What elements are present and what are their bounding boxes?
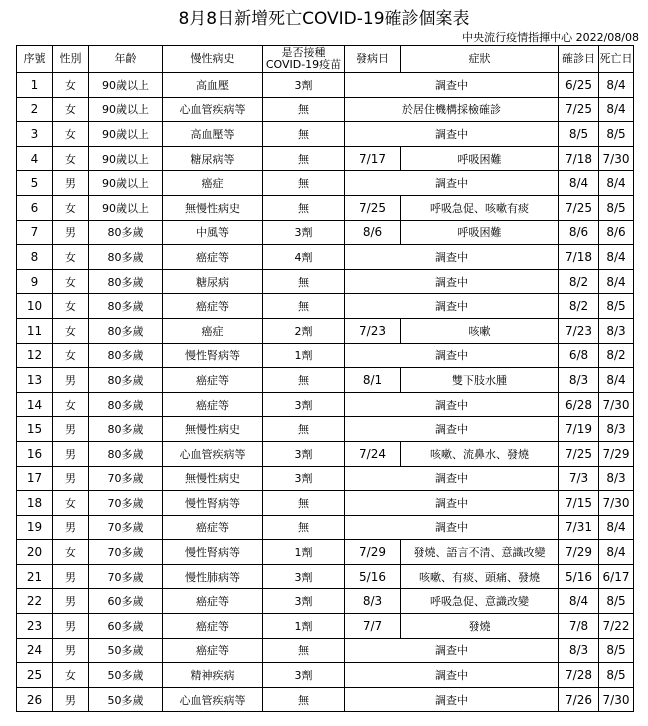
cell-death: 8/5 (599, 663, 634, 688)
table-row (17, 564, 634, 589)
cell-death: 7/29 (599, 441, 634, 466)
cell-symptom: 調查中 (345, 392, 559, 417)
cell-death: 8/4 (599, 73, 634, 98)
cell-death: 8/3 (599, 466, 634, 491)
cell-no: 19 (17, 515, 53, 540)
cell-chronic: 無慢性病史 (163, 195, 263, 220)
cell-age: 90歲以上 (89, 73, 163, 98)
cell-death: 8/4 (599, 368, 634, 393)
cell-confirm: 7/8 (559, 614, 599, 639)
cell-age: 70多歲 (89, 466, 163, 491)
table-row (17, 417, 634, 442)
cell-age: 50多歲 (89, 663, 163, 688)
cell-chronic: 心血管疾病等 (163, 441, 263, 466)
cell-age: 90歲以上 (89, 195, 163, 220)
cell-symptom: 雙下肢水腫 (401, 368, 559, 393)
table-row (17, 97, 634, 122)
cell-onset: 7/23 (345, 318, 401, 343)
cell-vaccine: 3劑 (263, 73, 345, 98)
cell-symptom: 咳嗽、有痰、頭痛、發燒 (401, 564, 559, 589)
cell-chronic: 癌症等 (163, 368, 263, 393)
cell-sex: 女 (53, 195, 89, 220)
cell-confirm: 8/2 (559, 294, 599, 319)
cell-symptom: 調查中 (345, 687, 559, 712)
cell-vaccine: 無 (263, 146, 345, 171)
covid-death-cases-table (16, 45, 634, 712)
cell-death: 8/3 (599, 318, 634, 343)
table-row (17, 343, 634, 368)
cell-vaccine: 3劑 (263, 663, 345, 688)
cell-age: 80多歲 (89, 368, 163, 393)
cell-death: 8/5 (599, 589, 634, 614)
cell-vaccine: 無 (263, 171, 345, 196)
source-date: 中央流行疫情指揮中心 2022/08/08 (462, 31, 639, 44)
cell-symptom: 發燒 (401, 614, 559, 639)
cell-symptom: 調查中 (345, 663, 559, 688)
cell-chronic: 癌症等 (163, 638, 263, 663)
cell-chronic: 癌症等 (163, 589, 263, 614)
cell-vaccine: 無 (263, 687, 345, 712)
cell-age: 80多歲 (89, 269, 163, 294)
table-row (17, 638, 634, 663)
cell-confirm: 8/4 (559, 589, 599, 614)
cell-age: 80多歲 (89, 417, 163, 442)
cell-symptom: 調查中 (345, 294, 559, 319)
cell-chronic: 心血管疾病等 (163, 687, 263, 712)
cell-sex: 男 (53, 417, 89, 442)
table-row (17, 663, 634, 688)
cell-no: 14 (17, 392, 53, 417)
table-row (17, 515, 634, 540)
cell-age: 90歲以上 (89, 171, 163, 196)
cell-vaccine: 無 (263, 195, 345, 220)
table-row (17, 441, 634, 466)
table-row (17, 220, 634, 245)
cell-age: 80多歲 (89, 441, 163, 466)
cell-onset: 8/3 (345, 589, 401, 614)
cell-confirm: 8/6 (559, 220, 599, 245)
cell-age: 80多歲 (89, 220, 163, 245)
cell-age: 80多歲 (89, 245, 163, 270)
cell-sex: 女 (53, 122, 89, 147)
cell-sex: 女 (53, 540, 89, 565)
cell-vaccine: 無 (263, 97, 345, 122)
cell-confirm: 7/25 (559, 441, 599, 466)
table-row (17, 687, 634, 712)
header-sex: 性別 (53, 46, 89, 73)
cell-age: 80多歲 (89, 318, 163, 343)
header-symptom: 症狀 (401, 46, 559, 73)
cell-sex: 女 (53, 491, 89, 516)
cell-chronic: 癌症等 (163, 614, 263, 639)
header-chronic: 慢性病史 (163, 46, 263, 73)
cell-no: 18 (17, 491, 53, 516)
cell-vaccine: 無 (263, 515, 345, 540)
cell-sex: 女 (53, 73, 89, 98)
cell-chronic: 糖尿病 (163, 269, 263, 294)
header-no: 序號 (17, 46, 53, 73)
cell-confirm: 6/28 (559, 392, 599, 417)
cell-symptom: 呼吸急促、咳嗽有痰 (401, 195, 559, 220)
cell-vaccine: 無 (263, 122, 345, 147)
cell-vaccine: 3劑 (263, 564, 345, 589)
table-row (17, 466, 634, 491)
cell-age: 60多歲 (89, 614, 163, 639)
cell-symptom: 調查中 (345, 73, 559, 98)
cell-sex: 男 (53, 638, 89, 663)
cell-sex: 女 (53, 97, 89, 122)
cell-age: 90歲以上 (89, 122, 163, 147)
table-row (17, 245, 634, 270)
cell-confirm: 7/25 (559, 195, 599, 220)
cell-symptom: 呼吸急促、意識改變 (401, 589, 559, 614)
cell-chronic: 癌症等 (163, 392, 263, 417)
cell-vaccine: 3劑 (263, 589, 345, 614)
cell-death: 8/4 (599, 245, 634, 270)
cell-chronic: 慢性腎病等 (163, 540, 263, 565)
cell-symptom: 調查中 (345, 491, 559, 516)
table-row (17, 368, 634, 393)
table-row (17, 146, 634, 171)
cell-confirm: 7/3 (559, 466, 599, 491)
cell-death: 8/6 (599, 220, 634, 245)
cell-age: 80多歲 (89, 343, 163, 368)
cell-death: 7/22 (599, 614, 634, 639)
cell-confirm: 5/16 (559, 564, 599, 589)
table-row (17, 195, 634, 220)
cell-confirm: 7/26 (559, 687, 599, 712)
cell-confirm: 8/4 (559, 171, 599, 196)
cell-age: 70多歲 (89, 515, 163, 540)
cell-death: 7/30 (599, 687, 634, 712)
cell-sex: 男 (53, 687, 89, 712)
cell-onset: 7/17 (345, 146, 401, 171)
cell-chronic: 糖尿病等 (163, 146, 263, 171)
cell-onset: 8/6 (345, 220, 401, 245)
cell-no: 5 (17, 171, 53, 196)
cell-no: 16 (17, 441, 53, 466)
table-row (17, 318, 634, 343)
cell-vaccine: 無 (263, 417, 345, 442)
cell-vaccine: 3劑 (263, 466, 345, 491)
cell-symptom: 調查中 (345, 466, 559, 491)
table-row (17, 589, 634, 614)
cell-no: 25 (17, 663, 53, 688)
cell-vaccine: 4劑 (263, 245, 345, 270)
cell-sex: 女 (53, 318, 89, 343)
cell-confirm: 8/2 (559, 269, 599, 294)
cell-age: 70多歲 (89, 540, 163, 565)
cell-vaccine: 2劑 (263, 318, 345, 343)
cell-confirm: 7/23 (559, 318, 599, 343)
cell-death: 8/4 (599, 97, 634, 122)
cell-sex: 女 (53, 663, 89, 688)
cell-no: 1 (17, 73, 53, 98)
cell-symptom: 調查中 (345, 269, 559, 294)
cell-sex: 女 (53, 392, 89, 417)
cell-chronic: 癌症等 (163, 294, 263, 319)
table-row (17, 392, 634, 417)
cell-confirm: 7/28 (559, 663, 599, 688)
cell-vaccine: 3劑 (263, 220, 345, 245)
cell-no: 26 (17, 687, 53, 712)
cell-no: 3 (17, 122, 53, 147)
cell-vaccine: 1劑 (263, 343, 345, 368)
cell-chronic: 慢性腎病等 (163, 343, 263, 368)
cell-death: 8/5 (599, 195, 634, 220)
cell-vaccine: 無 (263, 269, 345, 294)
cell-sex: 男 (53, 441, 89, 466)
cell-no: 15 (17, 417, 53, 442)
cell-symptom: 調查中 (345, 343, 559, 368)
cell-symptom: 咳嗽 (401, 318, 559, 343)
cell-chronic: 無慢性病史 (163, 466, 263, 491)
cell-sex: 女 (53, 343, 89, 368)
cell-age: 90歲以上 (89, 97, 163, 122)
cell-no: 10 (17, 294, 53, 319)
cell-confirm: 8/3 (559, 368, 599, 393)
cell-no: 2 (17, 97, 53, 122)
cell-symptom: 調查中 (345, 417, 559, 442)
cell-onset: 5/16 (345, 564, 401, 589)
cell-no: 9 (17, 269, 53, 294)
cell-chronic: 癌症 (163, 171, 263, 196)
cell-age: 70多歲 (89, 564, 163, 589)
cell-symptom: 調查中 (345, 245, 559, 270)
table-row (17, 294, 634, 319)
cell-sex: 男 (53, 515, 89, 540)
cell-symptom: 調查中 (345, 515, 559, 540)
cell-chronic: 中風等 (163, 220, 263, 245)
cell-death: 8/5 (599, 122, 634, 147)
cell-sex: 男 (53, 564, 89, 589)
cell-no: 7 (17, 220, 53, 245)
cell-no: 4 (17, 146, 53, 171)
table-header-row (17, 46, 634, 73)
cell-vaccine: 3劑 (263, 392, 345, 417)
cell-confirm: 7/18 (559, 146, 599, 171)
cell-vaccine: 無 (263, 491, 345, 516)
cell-symptom: 調查中 (345, 638, 559, 663)
cell-chronic: 高血壓 (163, 73, 263, 98)
header-confirm: 確診日 (559, 46, 599, 73)
cell-death: 8/4 (599, 515, 634, 540)
cell-age: 80多歲 (89, 294, 163, 319)
cell-death: 8/4 (599, 269, 634, 294)
header-vaccine-line2: COVID-19疫苗 (265, 58, 342, 71)
table-row (17, 269, 634, 294)
cell-sex: 男 (53, 614, 89, 639)
cell-vaccine: 1劑 (263, 540, 345, 565)
cell-onset: 7/25 (345, 195, 401, 220)
cell-symptom: 咳嗽、流鼻水、發燒 (401, 441, 559, 466)
cell-onset: 7/29 (345, 540, 401, 565)
header-death: 死亡日 (599, 46, 634, 73)
cell-no: 24 (17, 638, 53, 663)
cell-confirm: 8/3 (559, 638, 599, 663)
cell-death: 8/5 (599, 638, 634, 663)
cell-age: 80多歲 (89, 392, 163, 417)
cell-death: 8/2 (599, 343, 634, 368)
cell-chronic: 慢性肺病等 (163, 564, 263, 589)
header-vaccine (263, 46, 345, 73)
cell-chronic: 高血壓等 (163, 122, 263, 147)
cell-age: 60多歲 (89, 589, 163, 614)
cell-no: 17 (17, 466, 53, 491)
cell-vaccine: 1劑 (263, 614, 345, 639)
cell-confirm: 6/8 (559, 343, 599, 368)
cell-age: 70多歲 (89, 491, 163, 516)
header-onset: 發病日 (345, 46, 401, 73)
cell-sex: 女 (53, 294, 89, 319)
cell-chronic: 精神疾病 (163, 663, 263, 688)
cell-confirm: 7/25 (559, 97, 599, 122)
cell-vaccine: 無 (263, 294, 345, 319)
cell-chronic: 無慢性病史 (163, 417, 263, 442)
cell-confirm: 7/19 (559, 417, 599, 442)
table-row (17, 491, 634, 516)
cell-chronic: 癌症等 (163, 245, 263, 270)
header-vaccine-line1: 是否接種 (281, 46, 326, 59)
cell-onset: 7/7 (345, 614, 401, 639)
cell-sex: 男 (53, 589, 89, 614)
cell-age: 50多歲 (89, 638, 163, 663)
cell-death: 7/30 (599, 146, 634, 171)
table-body (17, 73, 634, 712)
header-age: 年齡 (89, 46, 163, 73)
cell-death: 8/4 (599, 171, 634, 196)
cell-symptom: 發燒、語言不清、意識改變 (401, 540, 559, 565)
table-row (17, 73, 634, 98)
cell-chronic: 癌症 (163, 318, 263, 343)
cell-symptom: 於居住機構採檢確診 (345, 97, 559, 122)
cell-no: 6 (17, 195, 53, 220)
cell-death: 7/30 (599, 392, 634, 417)
cell-vaccine: 無 (263, 638, 345, 663)
cell-onset: 8/1 (345, 368, 401, 393)
cell-vaccine: 3劑 (263, 441, 345, 466)
table-row (17, 171, 634, 196)
cell-sex: 女 (53, 245, 89, 270)
cell-no: 23 (17, 614, 53, 639)
cell-death: 8/4 (599, 540, 634, 565)
cell-confirm: 7/31 (559, 515, 599, 540)
cell-no: 13 (17, 368, 53, 393)
cell-no: 20 (17, 540, 53, 565)
cell-confirm: 8/5 (559, 122, 599, 147)
cell-symptom: 調查中 (345, 122, 559, 147)
cell-symptom: 呼吸困難 (401, 146, 559, 171)
cell-no: 11 (17, 318, 53, 343)
cell-chronic: 慢性腎病等 (163, 491, 263, 516)
cell-symptom: 呼吸困難 (401, 220, 559, 245)
cell-sex: 男 (53, 368, 89, 393)
cell-sex: 男 (53, 466, 89, 491)
cell-confirm: 7/29 (559, 540, 599, 565)
table-row (17, 540, 634, 565)
cell-no: 8 (17, 245, 53, 270)
cell-death: 8/5 (599, 294, 634, 319)
cell-age: 90歲以上 (89, 146, 163, 171)
cell-confirm: 7/15 (559, 491, 599, 516)
cell-confirm: 7/18 (559, 245, 599, 270)
cell-sex: 女 (53, 146, 89, 171)
cell-death: 7/30 (599, 491, 634, 516)
page-title: 8月8日新增死亡COVID-19確診個案表 (178, 9, 470, 29)
cell-no: 12 (17, 343, 53, 368)
cell-sex: 男 (53, 220, 89, 245)
cell-death: 8/3 (599, 417, 634, 442)
cell-sex: 女 (53, 269, 89, 294)
table-row (17, 614, 634, 639)
cell-confirm: 6/25 (559, 73, 599, 98)
cell-chronic: 癌症等 (163, 515, 263, 540)
cell-age: 50多歲 (89, 687, 163, 712)
cell-no: 22 (17, 589, 53, 614)
cell-vaccine: 無 (263, 368, 345, 393)
cell-chronic: 心血管疾病等 (163, 97, 263, 122)
cell-onset: 7/24 (345, 441, 401, 466)
cell-no: 21 (17, 564, 53, 589)
table-row (17, 122, 634, 147)
cell-death: 6/17 (599, 564, 634, 589)
cell-symptom: 調查中 (345, 171, 559, 196)
cell-sex: 男 (53, 171, 89, 196)
